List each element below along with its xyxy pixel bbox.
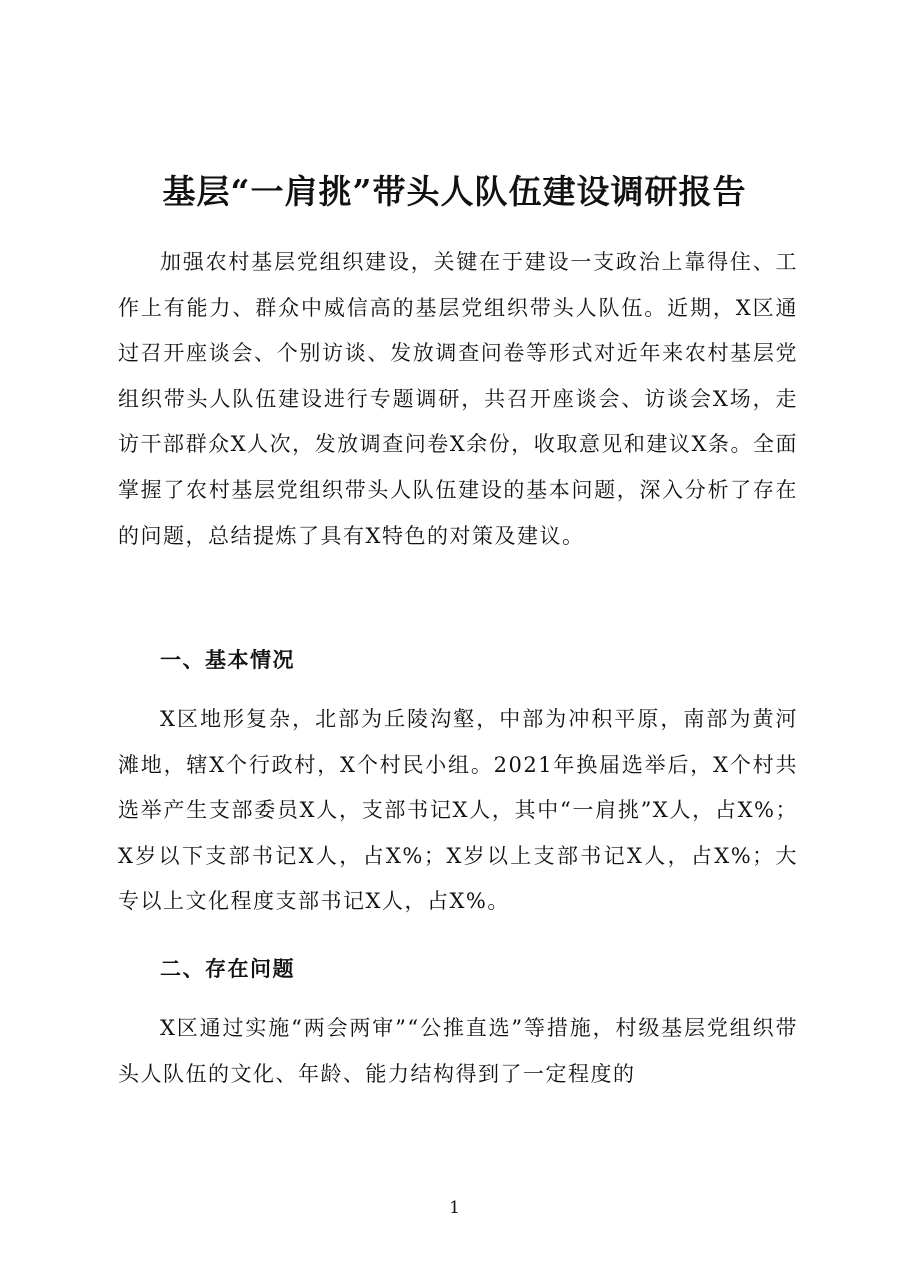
section-heading-existing-problems: 二、存在问题 [160, 956, 295, 981]
section-heading-basic-situation: 一、基本情况 [160, 647, 295, 672]
existing-problems-paragraph: X区通过实施“两会两审”“公推直选”等措施，村级基层党组织带头人队伍的文化、年龄、能力结构得到了一定程度的 [118, 1016, 798, 1086]
existing-problems-paragraph-block [118, 1006, 798, 1097]
basic-situation-paragraph: X区地形复杂，北部为丘陵沟壑，中部为冲积平原，南部为黄河滩地，辖X个行政村，X个村民小组。2021年换届选举后，X个村共选举产生支部委员X人，支部书记X人，其中“一肩挑”X人，占X%；X岁以下支部书记X人，占X%；X岁以上支部书记X人，占X%；大专以上文化程度支部书记X人，占X%。 [118, 707, 798, 914]
intro-paragraph-block [118, 240, 798, 559]
intro-paragraph: 加强农村基层党组织建设，关键在于建设一支政治上靠得住、工作上有能力、群众中威信高的基层党组织带头人队伍。近期，X区通过召开座谈会、个别访谈、发放调查问卷等形式对近年来农村基层党组织带头人队伍建设进行专题调研，共召开座谈会、访谈会X场，走访干部群众X人次，发放调查问卷X余份，收取意见和建议X条。全面掌握了农村基层党组织带头人队伍建设的基本问题，深入分析了存在的问题，总结提炼了具有X特色的对策及建议。 [118, 250, 798, 548]
page-number: 1 [449, 1198, 460, 1218]
document-title: 基层“一肩挑”带头人队伍建设调研报告 [162, 172, 747, 211]
basic-situation-paragraph-block [118, 697, 798, 925]
